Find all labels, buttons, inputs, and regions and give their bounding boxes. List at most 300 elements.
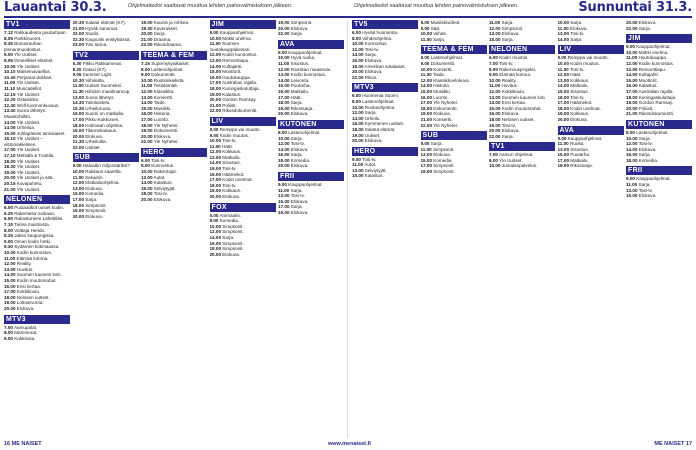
- program-time: 15.00: [141, 105, 153, 111]
- program-title: Hyvä ruoka.: [290, 55, 316, 61]
- program-title: Yle Uutiset.: [16, 164, 41, 170]
- program-title: Komedia.: [219, 218, 240, 224]
- program-time: 20.00: [4, 175, 16, 181]
- listing-column: [141, 20, 207, 438]
- channel-name: NELONEN: [4, 195, 70, 204]
- program-time: 20.00: [278, 163, 290, 169]
- program-time: 14.00: [278, 146, 290, 152]
- program-title: Ruoka.: [570, 141, 585, 147]
- program-item: [4, 187, 70, 193]
- program-time: 8.05: [4, 35, 13, 41]
- program-time: 19.00: [4, 169, 16, 175]
- program-time: 8.00: [420, 55, 430, 61]
- program-title: Urheiluilta.: [85, 139, 107, 145]
- program-time: 11.00: [141, 83, 153, 89]
- program-time: 14.00: [4, 119, 16, 125]
- program-time: 20.00: [72, 133, 84, 139]
- program-title: Häät.: [290, 94, 302, 100]
- program-title: Matkailu.: [222, 154, 241, 160]
- program-title: Huvitus.: [501, 83, 519, 89]
- program-title: Kodin muutos.: [570, 60, 600, 66]
- program-time: 19.00: [72, 128, 84, 134]
- program-title: Kokkaus.: [222, 149, 242, 155]
- channel-name: NELONEN: [489, 45, 555, 54]
- program-title: Taide.: [432, 72, 446, 78]
- channel-block: [4, 20, 70, 192]
- program-time: 18.00: [72, 202, 84, 208]
- program-time: 8.00: [209, 126, 219, 132]
- program-title: Sarja.: [638, 152, 651, 158]
- program-time: 11.00: [420, 36, 432, 42]
- program-time: 12.00: [557, 72, 569, 78]
- program-title: Huvitus.: [16, 266, 34, 272]
- program-title: Nelosen uutiset.: [501, 116, 535, 122]
- program-title: Tosi tarina.: [85, 42, 108, 48]
- program-title: Rakastuneen Lähettiläs.: [14, 216, 64, 222]
- program-time: 19.00: [209, 188, 221, 194]
- program-time: 11.00: [420, 72, 432, 78]
- program-time: 21.30: [72, 139, 84, 145]
- program-title: Bonusrauhan pinnanmuodostus.: [4, 41, 42, 52]
- program-title: Komedia.: [290, 157, 311, 163]
- program-title: Sarja.: [290, 204, 303, 210]
- program-title: Kauppaohjelmat.: [288, 182, 323, 188]
- program-title: Urheilua.: [16, 125, 36, 131]
- program-title: Suora lähetys: Maastohiihto.: [4, 108, 47, 119]
- program-title: Kodin kunnostus.: [16, 249, 53, 255]
- program-title: Ostaisinko.: [16, 97, 40, 103]
- program-time: 19.00: [141, 20, 153, 25]
- program-time: 10.00: [489, 77, 501, 83]
- program-title: Matkailu.: [570, 157, 589, 163]
- program-title: Kymmenen uutiset.: [364, 121, 405, 127]
- program-title: Selviytyjät.: [364, 167, 387, 173]
- program-item: [352, 75, 418, 81]
- program-title: Suomen kaunein koti.: [501, 94, 546, 100]
- program-title: Komedia.: [85, 191, 105, 197]
- program-time: 19.00: [489, 122, 501, 128]
- program-time: 12.00: [209, 229, 221, 235]
- program-title: Kaverukset.: [153, 25, 179, 31]
- program-time: 13.00: [72, 185, 84, 191]
- program-title: Sarja.: [638, 182, 651, 188]
- program-time: 8.25: [4, 233, 13, 239]
- program-title: Yle Nyheter.: [153, 139, 179, 145]
- program-title: Sarja.: [153, 31, 166, 37]
- program-title: Komedia.: [638, 157, 659, 163]
- program-time: 16.00: [209, 171, 221, 177]
- program-item: [278, 111, 344, 117]
- program-time: 11.00: [489, 20, 501, 25]
- program-title: Elokuva.: [153, 197, 172, 203]
- program-title: Tosi-tv.: [569, 66, 585, 72]
- program-time: 13.00: [209, 57, 221, 63]
- program-item: [558, 163, 624, 169]
- program-title: Sekaisin.: [85, 174, 104, 180]
- program-title: Elokuva.: [638, 146, 657, 152]
- program-time: 7.15: [4, 222, 13, 227]
- program-title: Elokuva.: [433, 152, 451, 158]
- program-title: Simpsonit.: [433, 163, 455, 169]
- header-rule: [4, 16, 692, 18]
- program-time: 9.00: [626, 176, 635, 182]
- channel-name: JIM: [210, 20, 276, 29]
- program-item: [352, 173, 418, 179]
- program-title: Poliisit.: [222, 102, 237, 108]
- program-title: Ruokaohjelma.: [364, 104, 396, 110]
- program-title: Matkailuohjelma.: [85, 180, 120, 186]
- channel-name: LIV: [558, 45, 624, 54]
- program-title: Ranskan maaseutu.: [290, 66, 332, 72]
- program-time: 11.00: [489, 83, 501, 89]
- program-title: Kodin unelmat.: [570, 105, 601, 111]
- program-time: 13.00: [557, 77, 569, 83]
- program-item: [558, 37, 624, 43]
- channel-block: [141, 51, 207, 145]
- program-item: [210, 41, 276, 52]
- program-time: 6.00: [489, 55, 498, 61]
- program-title: Tosi-tv.: [222, 138, 237, 144]
- program-time: 17.00: [209, 80, 221, 86]
- program-time: 13.00: [278, 72, 290, 78]
- program-time: 10.00: [557, 60, 569, 66]
- program-time: 18.00: [278, 100, 290, 106]
- program-time: 18.00: [209, 246, 221, 252]
- program-time: 18.00: [278, 157, 290, 163]
- program-time: 20.00: [4, 305, 16, 311]
- program-title: Yle Uutiset.: [499, 157, 523, 163]
- program-title: Lottoarvonta.: [16, 300, 44, 306]
- program-time: 9.05: [72, 72, 82, 78]
- program-time: 14.00: [209, 235, 221, 240]
- program-title: Huutokauppa.: [222, 74, 251, 80]
- program-time: 21.00: [209, 102, 221, 108]
- program-time: 17.00: [72, 116, 84, 122]
- program-title: Lastenohjelmat.: [151, 66, 184, 72]
- program-title: Yle Uutiset.: [16, 119, 41, 125]
- program-title: Tosi-tv.: [222, 182, 237, 188]
- program-title: Elokuva.: [364, 57, 383, 63]
- program-title: Sarja.: [290, 135, 303, 141]
- footer-website: www.menaiset.fi: [328, 441, 371, 447]
- program-time: 8.00: [141, 163, 150, 169]
- program-time: 15.30: [72, 105, 84, 111]
- program-time: 6.50: [4, 216, 13, 222]
- program-title: Elokuva.: [501, 111, 520, 117]
- program-title: Aamupalat.: [13, 324, 38, 330]
- program-time: 8.00: [4, 330, 13, 336]
- program-title: Elämää kotona.: [16, 255, 49, 261]
- program-time: 17.00: [4, 289, 16, 295]
- program-time: 20.00: [141, 197, 153, 203]
- program-title: Pikku Rakkaimmat.: [82, 60, 123, 66]
- program-title: Yle Uutiset.: [16, 158, 41, 164]
- program-time: 12.00: [141, 174, 153, 180]
- program-time: 16.00: [352, 121, 364, 127]
- program-time: 10.00: [141, 77, 153, 83]
- program-title: Elokuva.: [85, 133, 103, 139]
- program-title: Musiikki.: [153, 105, 172, 111]
- program-time: 20.00: [557, 116, 569, 122]
- program-title: Draama.: [153, 36, 172, 42]
- program-title: Aamun ohjelmat.: [498, 152, 534, 158]
- program-time: 17.00: [557, 157, 569, 163]
- program-title: Tosi-tv.: [501, 122, 516, 128]
- channel-name: AVA: [278, 40, 344, 49]
- program-time: 13.00: [489, 94, 501, 100]
- program-time: 18.00: [557, 105, 569, 111]
- program-title: Uutiset.: [364, 132, 381, 138]
- channel-block: [558, 126, 624, 170]
- program-time: 14.00: [4, 272, 16, 278]
- program-title: Huomenta Suomi.: [362, 93, 400, 99]
- program-title: Kokkikoulu.: [501, 88, 526, 94]
- program-time: 10.00: [209, 223, 221, 229]
- program-title: Elokuva.: [638, 20, 657, 25]
- program-title: Urheilu.: [364, 115, 381, 121]
- channel-block: [278, 20, 344, 37]
- program-title: Yle Uutiset.: [16, 80, 40, 86]
- program-time: 16.00: [626, 152, 638, 158]
- program-time: 9.00: [4, 238, 13, 244]
- program-item: [421, 37, 487, 43]
- program-time: 20.15: [4, 181, 16, 187]
- channel-name: HERO: [141, 148, 207, 157]
- channel-block: [489, 45, 555, 139]
- program-title: Kalastus.: [153, 180, 173, 186]
- program-time: 15.00: [278, 83, 290, 89]
- program-title: Kodin kunnostus.: [222, 52, 258, 58]
- program-title: Ensi kertaa.: [16, 283, 42, 289]
- program-title: Lastenohjelmat.: [288, 129, 321, 135]
- program-time: 14.00: [420, 83, 432, 89]
- header-subtitle-left: Ohjelmatiedot saattavat muuttua lehden painovalmistuksen jälkeen.: [128, 3, 293, 9]
- program-time: 16.00: [489, 111, 501, 117]
- program-title: Simpsonit.: [290, 20, 313, 25]
- channel-block: [278, 120, 344, 169]
- listing-column: [489, 20, 555, 438]
- program-time: 17.00: [4, 147, 16, 153]
- program-title: Elokuva.: [290, 25, 309, 31]
- program-title: Ruotsinkielistä.: [153, 77, 185, 83]
- program-time: 10.00: [420, 66, 432, 72]
- listing-column: [352, 20, 418, 438]
- program-time: 20.00: [141, 133, 153, 139]
- program-title: Australian rajalla.: [638, 88, 674, 94]
- program-time: 9.00: [489, 157, 498, 163]
- program-title: Häämekot.: [570, 100, 593, 106]
- program-title: Reality.: [16, 261, 32, 267]
- program-time: 12.00: [352, 46, 364, 52]
- program-time: 20.00: [209, 251, 221, 257]
- program-title: Yle Uutiset.: [16, 169, 41, 175]
- program-time: 18.00: [352, 63, 364, 69]
- program-time: 9.00: [209, 132, 219, 138]
- program-time: 20.00: [278, 25, 290, 31]
- program-item: [4, 41, 70, 52]
- listing-column: [73, 20, 139, 438]
- program-title: Musiikkivideot.: [430, 20, 461, 25]
- program-time: 22.00: [141, 42, 153, 48]
- program-time: 16.00: [278, 152, 290, 158]
- program-title: Sarja.: [364, 52, 377, 58]
- program-title: Remppa vai muutto.: [219, 126, 261, 132]
- program-time: 8.00: [209, 218, 219, 224]
- program-title: Metsälä & Tuuttila.: [16, 153, 55, 159]
- program-time: 9.00: [141, 72, 150, 78]
- program-title: Lastenohjelmat.: [430, 55, 464, 61]
- program-time: 9.30: [4, 244, 13, 250]
- program-item: [4, 136, 70, 147]
- program-time: 15.00: [278, 198, 290, 204]
- program-time: 22.00: [141, 139, 153, 145]
- program-time: 12.00: [278, 141, 290, 147]
- program-title: Hiihdon maailmancup.: [85, 88, 131, 94]
- listing-column: [558, 20, 624, 438]
- channel-block: [626, 20, 692, 31]
- program-title: Mammorat.: [14, 330, 38, 336]
- program-time: 19.00: [278, 105, 290, 111]
- program-title: Hyväk sanomat.: [85, 25, 119, 31]
- program-title: Suomen huutokauppakeisari.: [209, 41, 251, 52]
- program-item: [421, 123, 487, 129]
- program-title: Tosi-tv.: [638, 141, 653, 147]
- program-title: Tosi-tv.: [151, 157, 166, 163]
- program-time: 17.00: [557, 100, 569, 106]
- program-time: 10.00: [209, 138, 221, 144]
- program-title: Elokuva.: [16, 305, 35, 311]
- program-title: Kodin muutosrahat.: [501, 105, 542, 111]
- program-title: Sarja.: [570, 20, 583, 25]
- program-title: Kaupunki eristyksissä.: [85, 36, 131, 42]
- program-time: 8.00: [352, 35, 361, 41]
- program-time: 13.40: [4, 108, 16, 114]
- channel-block: [558, 20, 624, 42]
- program-time: 11.00: [209, 41, 221, 47]
- program-time: 11.00: [4, 255, 16, 261]
- program-title: Luonto.: [433, 94, 449, 100]
- program-title: Rikos.: [364, 74, 378, 80]
- program-time: 14.00: [489, 100, 501, 106]
- program-time: 11.00: [352, 162, 364, 168]
- program-time: 10.00: [420, 31, 432, 37]
- program-title: Suomen kaunein koti.: [16, 272, 61, 278]
- program-time: 16.00: [141, 185, 153, 191]
- program-title: Salatut elämät (K7).: [85, 20, 126, 25]
- program-time: 9.00: [278, 182, 287, 188]
- program-title: Elokuva.: [570, 116, 588, 122]
- program-time: 15.00: [209, 166, 221, 172]
- program-title: Kokkaus.: [222, 188, 242, 194]
- program-title: Kunnostus.: [151, 163, 175, 169]
- program-item: [141, 139, 207, 145]
- program-time: 20.30: [72, 20, 84, 25]
- program-time: 14.30: [72, 100, 84, 106]
- program-time: 8.00: [141, 66, 150, 72]
- program-title: Sarja.: [501, 20, 514, 25]
- program-title: Wolf-luonnonkuvaus.: [16, 102, 60, 108]
- program-title: Viihdeohjelma.: [362, 35, 393, 41]
- program-time: 6.00: [141, 157, 150, 163]
- program-item: [626, 26, 692, 32]
- program-title: Simpsonit.: [222, 246, 244, 252]
- program-title: Kunnostus.: [364, 41, 388, 47]
- program-time: 8.00: [626, 129, 635, 135]
- program-time: 16.00: [72, 111, 84, 117]
- program-title: Tosi-tv.: [570, 94, 585, 100]
- program-time: 7.00: [4, 324, 13, 330]
- program-title: Juhlapäivän tanssiaiset.: [16, 130, 66, 136]
- program-time: 21.00: [420, 116, 432, 122]
- channel-block: [421, 45, 487, 128]
- program-time: 9.00: [626, 44, 635, 50]
- program-title: Viihde.: [433, 31, 448, 37]
- program-time: 21.00: [72, 25, 84, 31]
- program-title: Historia.: [433, 83, 451, 89]
- channel-block: [352, 147, 418, 179]
- program-title: Studio.: [85, 31, 100, 37]
- program-title: Remonttiapu.: [222, 57, 250, 63]
- program-title: Remppa vai muutto.: [567, 55, 609, 61]
- program-title: Elokuva.: [364, 69, 383, 75]
- program-title: Salatut elämät.: [364, 126, 396, 132]
- program-title: Tosi-tv.: [362, 156, 377, 162]
- program-time: 20.00: [352, 69, 364, 75]
- program-time: 18.00: [352, 126, 364, 132]
- program-time: 14.00: [278, 77, 290, 83]
- program-time: 17.00: [626, 88, 638, 94]
- program-time: 12.00: [141, 88, 153, 94]
- program-title: Kodin unelmat.: [222, 177, 253, 183]
- program-title: Voittaja Hendo.: [14, 227, 46, 233]
- program-title: Lastenohjelmat.: [636, 129, 669, 135]
- program-title: Leivonta.: [290, 77, 310, 83]
- footer-left-folio: 16 ME NAISET: [4, 441, 42, 447]
- program-time: 8.00: [352, 98, 361, 104]
- channel-name: MTV3: [4, 315, 70, 324]
- program-title: Kalastus.: [638, 83, 658, 89]
- program-time: 12.15: [4, 91, 16, 97]
- program-title: Kokkisota.: [14, 335, 36, 341]
- listing-column: [210, 20, 276, 438]
- program-time: 15.00: [352, 173, 364, 179]
- program-title: Suomi on matkalla.: [85, 111, 125, 117]
- program-title: Pikku Kakkonen.: [85, 116, 120, 122]
- program-title: Kokkaus.: [570, 77, 590, 83]
- program-item: [73, 42, 139, 48]
- program-title: Kalastus.: [364, 173, 384, 179]
- program-title: Tarina muistoista.: [14, 222, 50, 227]
- program-time: 10.30: [72, 77, 84, 83]
- program-title: Jakso kaupungissa.: [14, 233, 55, 239]
- program-time: 19.00: [4, 300, 16, 306]
- program-title: Taide.: [153, 100, 166, 106]
- channel-name: TV2: [73, 51, 139, 60]
- program-title: Sarja.: [638, 25, 651, 31]
- channel-block: [141, 20, 207, 48]
- program-time: 19.00: [420, 111, 432, 117]
- program-title: Elokuva.: [364, 138, 383, 144]
- program-title: Rikosdokumentti.: [638, 111, 675, 117]
- program-time: 12.00: [209, 149, 221, 155]
- program-time: 20.00: [141, 31, 153, 37]
- program-time: 11.00: [557, 141, 569, 147]
- program-title: Musiikki.: [433, 88, 451, 94]
- program-time: 16.00: [209, 74, 221, 80]
- program-title: Elokuva.: [85, 213, 103, 219]
- program-time: 11.00: [626, 55, 638, 61]
- program-item: [626, 111, 692, 117]
